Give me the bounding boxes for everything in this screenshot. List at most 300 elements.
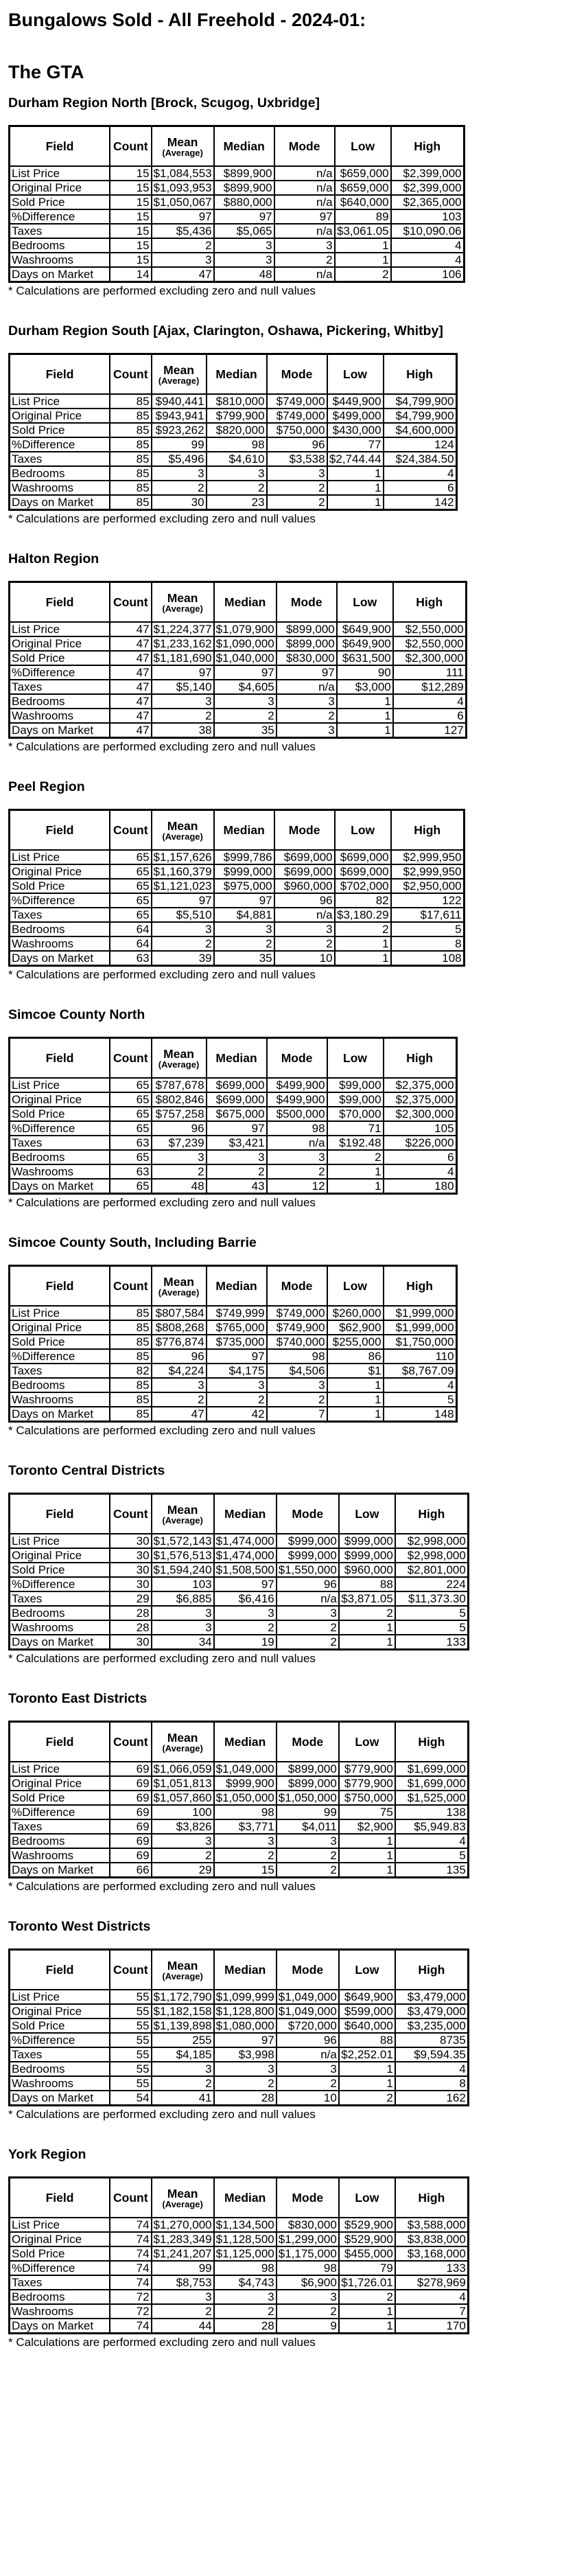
region-section-york-region [8,2146,556,2349]
median-cell: 42 [207,1407,267,1422]
mean-cell: 2 [152,1392,207,1407]
table-row-washrooms [10,481,457,495]
median-cell: $1,099,999 [214,1990,277,2004]
median-cell: 2 [207,1392,267,1407]
count-cell: 65 [110,879,152,893]
field-cell: Taxes [10,1136,110,1150]
field-cell: Washrooms [10,1620,110,1635]
table-row-sold-price [10,1335,457,1349]
high-cell: $4,600,000 [384,423,457,437]
table-row-difference [10,1121,457,1136]
field-cell: Washrooms [10,1164,110,1179]
mode-cell: $499,900 [267,1092,327,1107]
count-cell: 85 [110,1335,152,1349]
mode-cell: $1,299,000 [277,2232,339,2246]
field-cell: Taxes [10,2275,110,2290]
low-cell: 1 [339,1863,395,1878]
mean-cell: 38 [152,723,214,738]
mean-cell: $787,678 [152,1078,207,1092]
median-cell: $749,999 [207,1306,267,1320]
median-cell: 2 [214,1848,277,1863]
low-cell: 89 [335,209,391,224]
table-row-bedrooms [10,466,457,481]
field-cell: %Difference [10,437,110,452]
table-row-taxes [10,1364,457,1378]
high-cell: $1,750,000 [384,1335,457,1349]
median-cell: 2 [207,481,267,495]
field-cell: Bedrooms [10,1606,110,1620]
median-cell: $810,000 [207,394,267,409]
table-row-list-price [10,2218,469,2232]
field-cell: Bedrooms [10,922,110,936]
mean-cell: 47 [152,1407,207,1422]
mean-cell: 3 [152,253,214,267]
mode-cell: 96 [277,1577,339,1591]
low-cell: $999,000 [339,1534,395,1548]
low-cell: 1 [337,694,393,709]
median-cell: 23 [207,495,267,510]
high-cell: $2,375,000 [384,1078,457,1092]
median-cell: 48 [214,267,274,282]
field-cell: Sold Price [10,423,110,437]
table-row-list-price [10,1990,469,2004]
table-row-sold-price [10,879,465,893]
count-cell: 65 [110,1150,152,1164]
high-cell: 6 [384,1150,457,1164]
median-cell: 3 [214,238,274,253]
mode-cell: $4,506 [267,1364,327,1378]
table-row-list-price [10,850,465,864]
count-cell: 69 [110,1848,152,1863]
region-heading: Durham Region North [Brock, Scugog, Uxbridge] [8,95,320,111]
low-cell: 82 [335,893,391,908]
field-cell: Sold Price [10,879,110,893]
median-cell: 2 [214,2076,277,2091]
mode-cell: n/a [274,267,335,282]
low-cell: 1 [335,936,391,951]
field-cell: %Difference [10,2261,110,2275]
table-row-days-on-market [10,2319,469,2334]
mode-cell: n/a [274,181,335,195]
mode-cell: $830,000 [277,2218,339,2232]
high-cell: $1,699,000 [395,1762,469,1776]
low-cell: $640,000 [335,195,391,209]
mode-cell: 3 [267,466,327,481]
low-cell: $260,000 [327,1306,384,1320]
table-header-row [10,1722,469,1762]
high-cell: 4 [384,1164,457,1179]
count-cell: 15 [110,166,152,181]
low-cell: $3,000 [337,680,393,694]
calculation-note: * Calculations are performed excluding zero and null values [8,968,316,981]
low-cell: $631,500 [337,651,393,665]
table-row-list-price [10,1078,457,1092]
table-row-difference [10,1349,457,1364]
median-cell: 2 [214,709,277,723]
table-row-difference [10,665,467,680]
field-cell: List Price [10,1078,110,1092]
table-header-row [10,582,467,623]
mean-cell: 41 [152,2091,214,2106]
median-cell: 35 [214,951,274,966]
median-header: Median [214,810,274,851]
field-cell: List Price [10,1762,110,1776]
table-row-bedrooms [10,694,467,709]
median-header: Median [207,1266,267,1307]
mode-cell: 2 [267,1164,327,1179]
count-cell: 47 [110,680,152,694]
table-row-taxes [10,1136,457,1150]
count-header: Count [110,126,152,167]
median-header: Median [214,1950,277,1990]
mode-cell: 2 [267,495,327,510]
high-cell: $8,767.09 [384,1364,457,1378]
mean-header: Mean (Average) [152,126,214,167]
low-header: Low [335,126,391,167]
median-cell: $899,900 [214,181,274,195]
region-heading: Peel Region [8,779,85,794]
mode-header: Mode [277,1494,339,1534]
low-cell: 88 [339,2033,395,2047]
count-cell: 55 [110,2076,152,2091]
low-cell: $3,180.29 [335,908,391,922]
table-row-sold-price [10,2246,469,2261]
high-cell: 8735 [395,2033,469,2047]
table-row-bedrooms [10,922,465,936]
table-row-days-on-market [10,1407,457,1422]
mode-cell: 98 [277,2261,339,2275]
median-header: Median [214,582,277,623]
mode-cell: 97 [274,209,335,224]
mean-cell: 3 [152,1150,207,1164]
count-cell: 85 [110,423,152,437]
table-row-washrooms [10,1848,469,1863]
mode-cell: $4,011 [277,1819,339,1834]
table-row-bedrooms [10,2290,469,2304]
table-row-sold-price [10,1791,469,1805]
region-heading: Toronto East Districts [8,1691,148,1706]
field-header: Field [10,1494,110,1534]
low-cell: 1 [339,2304,395,2319]
count-cell: 29 [110,1591,152,1606]
high-cell: $2,950,000 [391,879,465,893]
mean-cell: $5,436 [152,224,214,238]
table-row-list-price [10,1762,469,1776]
count-cell: 74 [110,2246,152,2261]
table-row-difference [10,2033,469,2047]
field-cell: Original Price [10,636,110,651]
table-row-sold-price [10,423,457,437]
median-header: Median [214,126,274,167]
mean-cell: 96 [152,1121,207,1136]
table-row-days-on-market [10,2091,469,2106]
region-stats-table [8,1037,458,1195]
mode-header: Mode [277,1950,339,1990]
low-cell: 1 [327,466,384,481]
count-cell: 64 [110,936,152,951]
low-header: Low [339,1494,395,1534]
field-cell: %Difference [10,1349,110,1364]
median-cell: $1,079,900 [214,622,277,636]
field-cell: Bedrooms [10,2290,110,2304]
median-cell: $1,134,500 [214,2218,277,2232]
field-cell: List Price [10,1990,110,2004]
median-cell: $999,786 [214,850,274,864]
median-cell: 3 [207,1378,267,1392]
median-header: Median [207,354,267,395]
count-cell: 47 [110,636,152,651]
calculation-note: * Calculations are performed excluding zero and null values [8,512,316,525]
high-cell: 5 [384,1392,457,1407]
field-cell: List Price [10,850,110,864]
field-cell: Original Price [10,1092,110,1107]
field-cell: List Price [10,622,110,636]
high-cell: $2,998,000 [395,1534,469,1548]
mean-cell: $807,584 [152,1306,207,1320]
mean-cell: 30 [152,495,207,510]
mean-cell: 47 [152,267,214,282]
median-cell: $699,000 [207,1078,267,1092]
count-cell: 65 [110,864,152,879]
table-header-row [10,810,465,851]
mean-cell: 97 [152,665,214,680]
mode-cell: $749,900 [267,1320,327,1335]
mode-cell: 3 [277,2290,339,2304]
count-cell: 55 [110,2033,152,2047]
mean-cell: $757,258 [152,1107,207,1121]
low-cell: 1 [327,1179,384,1194]
low-cell: 1 [327,1378,384,1392]
high-cell: 170 [395,2319,469,2334]
low-cell: 86 [327,1349,384,1364]
table-row-taxes [10,2047,469,2062]
calculation-note: * Calculations are performed excluding zero and null values [8,1196,316,1209]
median-cell: 2 [214,1620,277,1635]
mode-cell: $830,000 [277,651,337,665]
mode-cell: 3 [274,238,335,253]
high-cell: 124 [384,437,457,452]
low-cell: $70,000 [327,1107,384,1121]
field-cell: Original Price [10,2004,110,2019]
table-row-days-on-market [10,267,465,282]
mode-cell: 2 [267,1392,327,1407]
high-cell: $2,550,000 [393,622,467,636]
table-row-taxes [10,1819,469,1834]
region-stats-table [8,2176,469,2334]
low-cell: $2,252.01 [339,2047,395,2062]
mean-cell: 97 [152,893,214,908]
mean-cell: $1,594,240 [152,1563,214,1577]
field-cell: Days on Market [10,267,110,282]
median-cell: 2 [214,936,274,951]
mean-cell: 2 [152,2304,214,2319]
table-row-original-price [10,1320,457,1335]
high-cell: $226,000 [384,1136,457,1150]
field-header: Field [10,126,110,167]
count-cell: 74 [110,2319,152,2334]
median-cell: $1,474,000 [214,1548,277,1563]
table-row-taxes [10,224,465,238]
low-cell: $3,061.05 [335,224,391,238]
low-cell: 71 [327,1121,384,1136]
table-row-taxes [10,1591,469,1606]
median-cell: 35 [214,723,277,738]
table-row-sold-price [10,2019,469,2033]
low-cell: $2,744.44 [327,452,384,466]
high-cell: $4,799,900 [384,394,457,409]
mean-header: Mean (Average) [152,2178,214,2218]
region-section-durham-region-north-brock-scugog-uxbridge [8,95,556,298]
high-cell: 4 [391,253,465,267]
field-cell: Washrooms [10,2304,110,2319]
mean-cell: $4,185 [152,2047,214,2062]
count-header: Count [110,1950,152,1990]
median-cell: $1,080,000 [214,2019,277,2033]
low-cell: $960,000 [339,1563,395,1577]
region-heading: Simcoe County North [8,1007,145,1022]
field-cell: Days on Market [10,2091,110,2106]
mode-cell: 2 [277,2076,339,2091]
mean-cell: $5,510 [152,908,214,922]
high-header: High [393,582,467,623]
high-cell: 5 [391,922,465,936]
region-stats-table [8,1493,469,1651]
mean-cell: $6,885 [152,1591,214,1606]
table-row-taxes [10,2275,469,2290]
mean-cell: $1,121,023 [152,879,214,893]
median-cell: $999,000 [214,864,274,879]
mean-cell: $8,753 [152,2275,214,2290]
mode-cell: $749,000 [267,409,327,423]
median-cell: $3,421 [207,1136,267,1150]
high-cell: $2,801,000 [395,1563,469,1577]
median-cell: $1,474,000 [214,1534,277,1548]
mode-header: Mode [267,354,327,395]
mode-cell: 2 [274,253,335,267]
mean-cell: 3 [152,1620,214,1635]
mode-cell: n/a [274,195,335,209]
mode-header: Mode [267,1038,327,1079]
count-cell: 85 [110,495,152,510]
field-cell: Sold Price [10,1563,110,1577]
median-cell: 97 [214,893,274,908]
table-row-sold-price [10,651,467,665]
mode-header: Mode [277,1722,339,1762]
low-cell: $3,871.05 [339,1591,395,1606]
count-cell: 47 [110,622,152,636]
mean-cell: 3 [152,2062,214,2076]
median-cell: $3,998 [214,2047,277,2062]
field-cell: Original Price [10,1320,110,1335]
field-cell: Sold Price [10,195,110,209]
median-cell: 97 [207,1349,267,1364]
field-cell: Taxes [10,452,110,466]
high-cell: $2,998,000 [395,1548,469,1563]
mode-cell: 10 [277,2091,339,2106]
mean-cell: 2 [152,1848,214,1863]
median-cell: 43 [207,1179,267,1194]
median-cell: $735,000 [207,1335,267,1349]
calculation-note: * Calculations are performed excluding zero and null values [8,2336,316,2349]
high-cell: 5 [395,1620,469,1635]
low-cell: $699,000 [335,850,391,864]
table-row-list-price [10,166,465,181]
count-cell: 55 [110,2062,152,2076]
count-cell: 72 [110,2304,152,2319]
mean-cell: $1,233,162 [152,636,214,651]
region-stats-table [8,125,465,283]
mean-cell: 3 [152,922,214,936]
low-cell: $192.48 [327,1136,384,1150]
low-cell: 77 [327,437,384,452]
median-cell: $4,605 [214,680,277,694]
median-cell: 97 [214,1577,277,1591]
mode-cell: $499,900 [267,1078,327,1092]
field-cell: Days on Market [10,1863,110,1878]
median-cell: $4,881 [214,908,274,922]
low-cell: $659,000 [335,181,391,195]
mean-cell: $1,066,059 [152,1762,214,1776]
report-subtitle: The GTA [8,62,84,82]
count-cell: 69 [110,1819,152,1834]
mean-cell: $1,084,553 [152,166,214,181]
count-cell: 74 [110,2218,152,2232]
table-row-taxes [10,680,467,694]
high-cell: $1,999,000 [384,1306,457,1320]
field-cell: List Price [10,394,110,409]
mode-cell: 98 [267,1121,327,1136]
mode-cell: $699,000 [274,864,335,879]
count-cell: 30 [110,1563,152,1577]
mode-cell: 2 [277,1848,339,1863]
field-cell: Days on Market [10,951,110,966]
field-cell: Washrooms [10,936,110,951]
median-cell: 98 [207,437,267,452]
table-row-washrooms [10,709,467,723]
table-row-washrooms [10,1620,469,1635]
low-cell: $62,900 [327,1320,384,1335]
high-header: High [395,1950,469,1990]
count-cell: 85 [110,466,152,481]
low-cell: $255,000 [327,1335,384,1349]
region-stats-table [8,581,467,739]
count-header: Count [110,1038,152,1079]
count-cell: 69 [110,1762,152,1776]
mode-cell: $1,049,000 [277,1990,339,2004]
median-cell: $1,049,000 [214,1762,277,1776]
mean-cell: $1,576,513 [152,1548,214,1563]
mean-cell: 2 [152,481,207,495]
mean-cell: $808,268 [152,1320,207,1335]
median-cell: $4,175 [207,1364,267,1378]
calculation-note: * Calculations are performed excluding zero and null values [8,1652,316,1665]
high-cell: $1,525,000 [395,1791,469,1805]
high-cell: 122 [391,893,465,908]
low-cell: $649,900 [337,636,393,651]
high-cell: 6 [393,709,467,723]
field-cell: Sold Price [10,1335,110,1349]
mean-cell: 29 [152,1863,214,1878]
region-heading: Durham Region South [Ajax, Clarington, Oshawa, Pickering, Whitby] [8,323,443,338]
low-cell: 2 [335,267,391,282]
mean-cell: $1,157,626 [152,850,214,864]
high-cell: $2,399,000 [391,181,465,195]
field-cell: Days on Market [10,2319,110,2334]
low-cell: 2 [339,2290,395,2304]
mode-cell: 3 [277,2062,339,2076]
field-cell: %Difference [10,2033,110,2047]
mean-cell: 2 [152,238,214,253]
